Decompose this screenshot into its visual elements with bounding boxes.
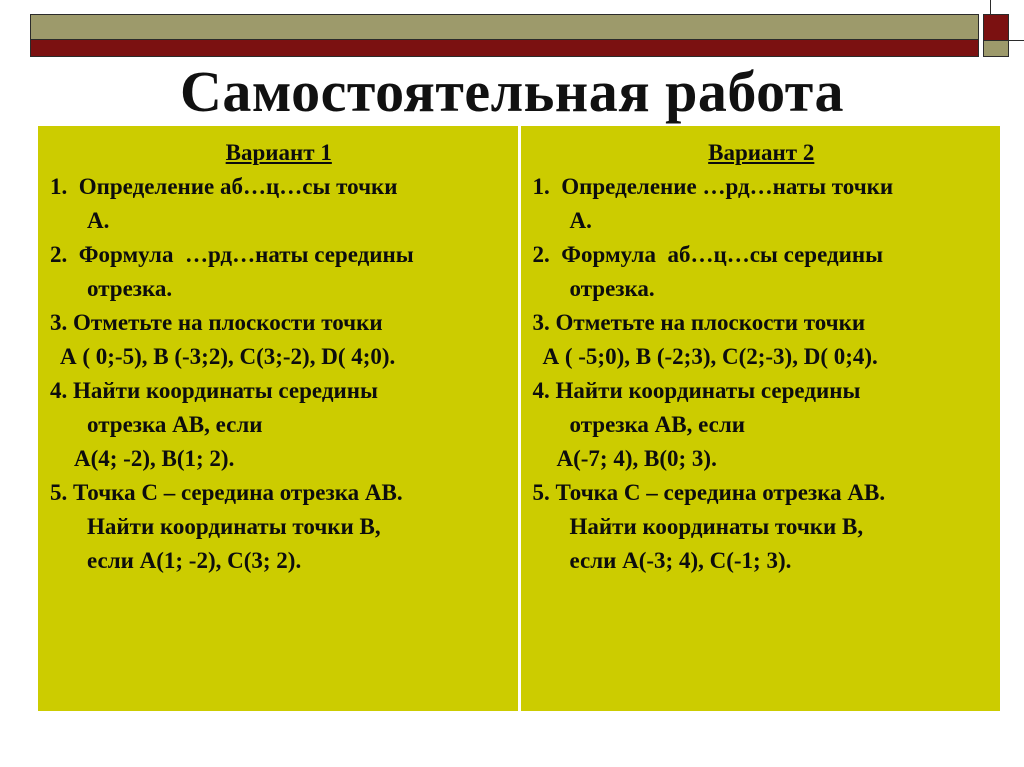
variant-2-line: 5. Точка С – середина отрезка АВ.: [532, 480, 886, 505]
variant-1-line: Найти координаты точки В,: [87, 514, 381, 539]
header-bar-maroon: [30, 40, 979, 57]
variant-1-line: А ( 0;-5), В (-3;2), С(3;-2), D( 4;0).: [60, 344, 396, 369]
variant-2-line: 4. Найти координаты середины: [532, 378, 861, 403]
decor-line-vertical: [990, 0, 991, 14]
variant-1-line: 5. Точка С – середина отрезка АВ.: [50, 480, 403, 505]
variant-2-line: А(-7; 4), В(0; 3).: [556, 446, 717, 471]
variant-1-line: 3. Отметьте на плоскости точки: [50, 310, 383, 335]
variant-2-line: А.: [569, 208, 592, 233]
variant-1-heading: Вариант 1: [225, 140, 332, 165]
variant-1-line: если А(1; -2), С(3; 2).: [87, 548, 302, 573]
variant-1-line: отрезка.: [87, 276, 173, 301]
header-square-maroon: [983, 14, 1009, 41]
page-title: Самостоятельная работа: [179, 59, 845, 124]
variant-2-heading: Вариант 2: [708, 140, 815, 165]
variant-1-line: А(4; -2), В(1; 2).: [74, 446, 235, 471]
decor-line-horizontal: [1009, 40, 1024, 41]
variant-2-line: отрезка.: [569, 276, 655, 301]
header-square-olive: [983, 40, 1009, 57]
variant-2-line: 1. Определение …рд…наты точки: [532, 174, 894, 199]
variant-2-line: 3. Отметьте на плоскости точки: [532, 310, 866, 335]
variant-1-line: 4. Найти координаты середины: [50, 378, 378, 403]
variant-1-cell: [38, 126, 518, 711]
variants-table: [38, 126, 1000, 711]
variant-1-line: 1. Определение аб…ц…сы точки: [50, 174, 398, 199]
variant-2-line: Найти координаты точки В,: [569, 514, 864, 539]
variant-2-line: А ( -5;0), В (-2;3), С(2;-3), D( 0;4).: [542, 344, 878, 369]
variant-2-line: 2. Формула аб…ц…сы середины: [532, 242, 884, 267]
variant-1-line: отрезка АВ, если: [87, 412, 263, 437]
variant-2-line: если А(-3; 4), С(-1; 3).: [569, 548, 792, 573]
variant-2-cell: [521, 126, 1001, 711]
header-bar-olive: [30, 14, 979, 40]
variant-1-line: 2. Формула …рд…наты середины: [50, 242, 414, 267]
variant-2-line: отрезка АВ, если: [569, 412, 745, 437]
variant-1-line: А.: [87, 208, 110, 233]
